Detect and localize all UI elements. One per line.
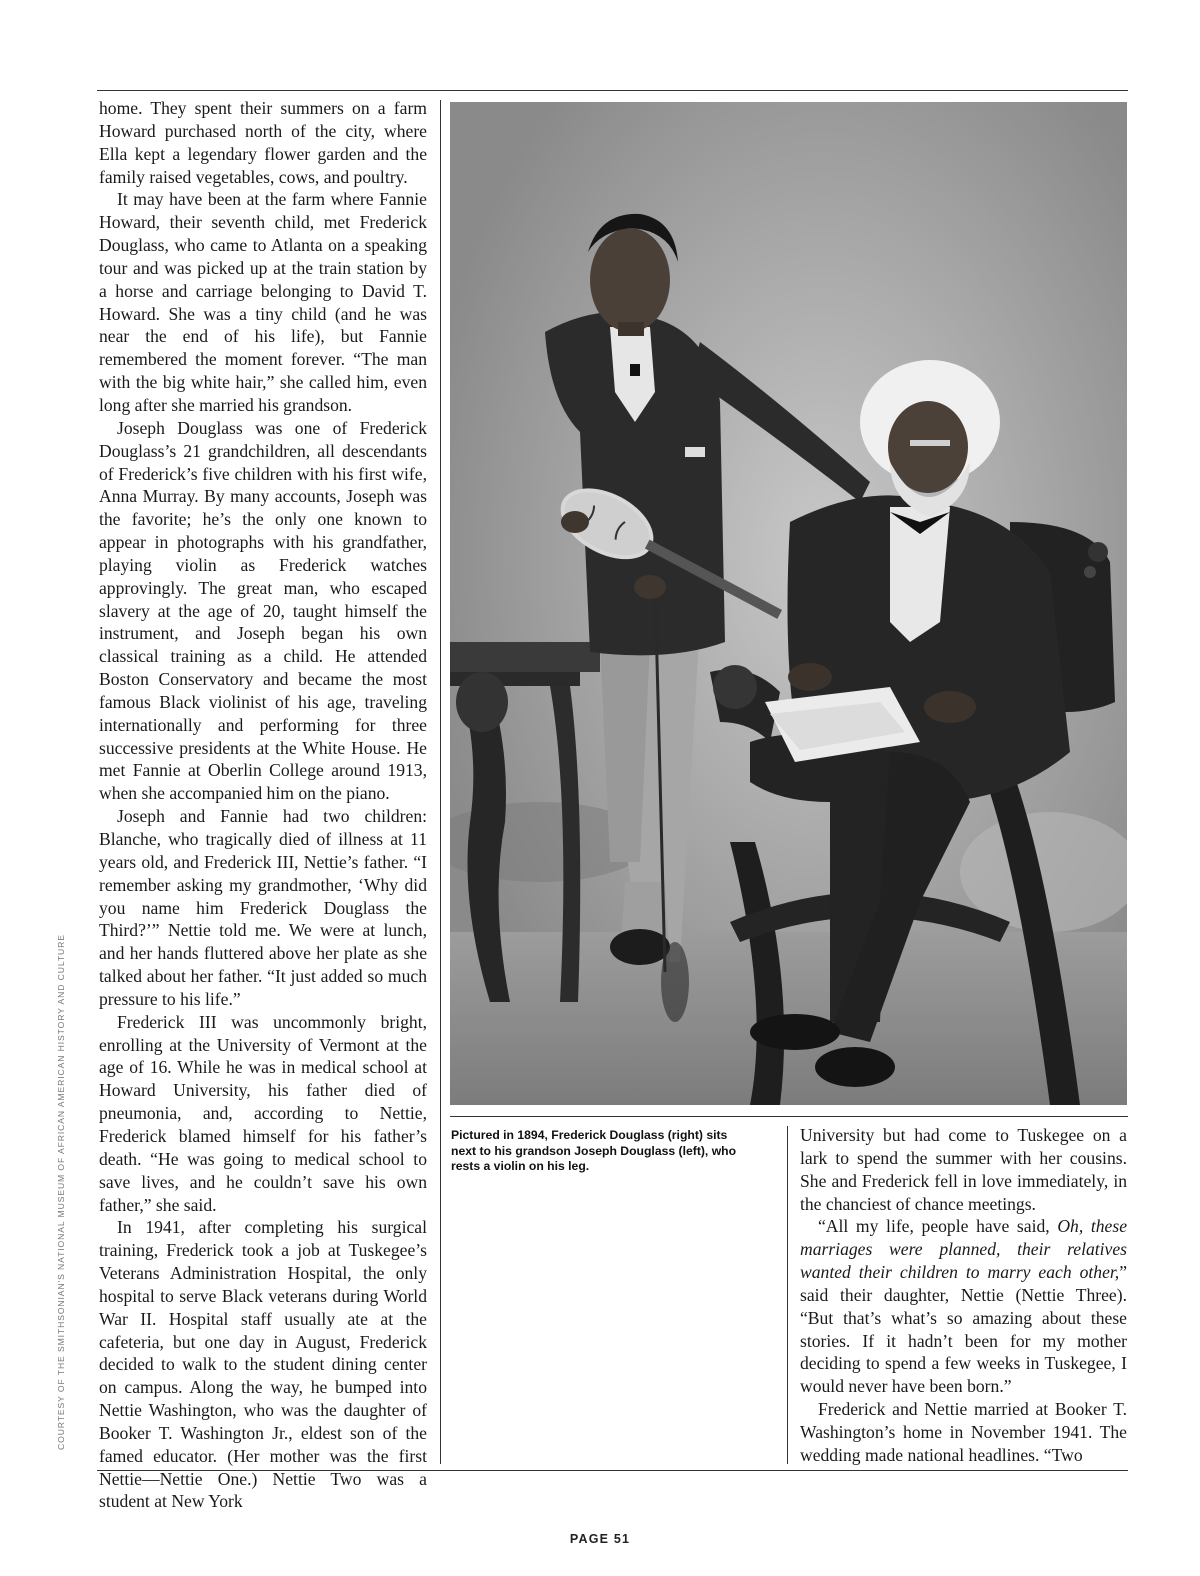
- photo-credit: COURTESY OF THE SMITHSONIAN'S NATIONAL MUSEUM OF AFRICAN AMERICAN HISTORY AND CULTURE: [56, 934, 66, 1450]
- historical-photograph: [450, 102, 1127, 1105]
- paragraph-quote: [800, 1215, 1127, 1398]
- paragraph: Frederick and Nettie married at Booker T. Washington’s home in November 1941. The wedding made national headlines. “Two: [800, 1399, 1127, 1465]
- paragraph: Joseph Douglass was one of Frederick Douglass’s 21 grandchildren, all descendants of Frederick’s five children with his first wife, Anna Murray. By many accounts, Joseph was the favorite; he’s the only one known to appear in photographs with his grandfather, playing violin as Frederick watches approvingly. The great man, who escaped slavery at the age of 20, taught himself the instrument, and Joseph began his own classical training as a child. He attended Boston Conservatory and became the most famous Black violinist of his age, traveling internationally and performing for three successive presidents at the White House. He met Fannie at Oberlin College around 1913, when she accompanied him on the piano.: [99, 417, 427, 804]
- photo-bottom-rule: [450, 1116, 1128, 1117]
- quote-end: ” said their daughter, Nettie (Nettie Three). “But that’s what’s so amazing about these stories. If it hadn’t been for my mother deciding to spend a few weeks in Tuskegee, I would never have been born.”: [800, 1262, 1127, 1397]
- page-number: PAGE 51: [569, 1532, 631, 1546]
- paragraph: home. They spent their summers on a farm Howard purchased north of the city, where Ella kept a legendary flower garden and the family raised vegetables, cows, and poultry.: [99, 98, 427, 187]
- quote-start: “All my life, people have said,: [818, 1216, 1058, 1237]
- paragraph: Joseph and Fannie had two children: Blanche, who tragically died of illness at 11 years old, and Frederick III, Nettie’s father. “I remember asking my grandmother, ‘Why did you name him Frederick Douglass the Third?’” Nettie told me. We were at lunch, and her hands fluttered above her plate as she talked about her father. “It just added so much pressure to his life.”: [99, 806, 427, 1009]
- right-text-column: [800, 1124, 1127, 1467]
- photograph-illustration: [450, 102, 1127, 1105]
- left-text-column: [99, 97, 427, 1513]
- photo-caption: Pictured in 1894, Frederick Douglass (right) sits next to his grandson Joseph Douglass (left), who rests a violin on his leg.: [451, 1128, 737, 1173]
- quote-italic: Oh, these marriages were planned, their relatives wanted their children to marry each other,: [800, 1216, 1128, 1283]
- paragraph: Frederick III was uncommonly bright, enrolling at the University of Vermont at the age of 16. While he was in medical school at Howard University, his father died of pneumonia, and, according to Nettie, Frederick blamed himself for his father’s death. “He was going to medical school to save lives, and he couldn’t save his own father,” she said.: [99, 1011, 427, 1215]
- paragraph: In 1941, after completing his surgical training, Frederick took a job at Tuskegee’s Veterans Administration Hospital, the only hospital to serve Black veterans during World War II. Hospital staff usually ate at the cafeteria, but one day in August, Frederick decided to walk to the student dining center on campus. Along the way, he bumped into Nettie Washington, who was the daughter of Booker T. Washington Jr., eldest son of the famed educator. (Her mother was the first Nettie—Nettie One.) Nettie Two was a student at New York: [99, 1217, 427, 1512]
- left-column-divider: [440, 100, 441, 1464]
- top-rule: [97, 90, 1128, 91]
- paragraph: It may have been at the farm where Fannie Howard, their seventh child, met Frederick Douglass, who came to Atlanta on a speaking tour and was picked up at the train station by a horse and carriage belonging to David T. Howard. She was a tiny child (and he was near the end of his life), but Fannie remembered the moment forever. “The man with the big white hair,” she called him, even long after she married his grandson.: [99, 189, 427, 415]
- caption-column-divider: [787, 1126, 788, 1464]
- paragraph: University but had come to Tuskegee on a lark to spend the summer with her cousins. She and Frederick fell in love immediately, in the chanciest of chance meetings.: [800, 1125, 1127, 1214]
